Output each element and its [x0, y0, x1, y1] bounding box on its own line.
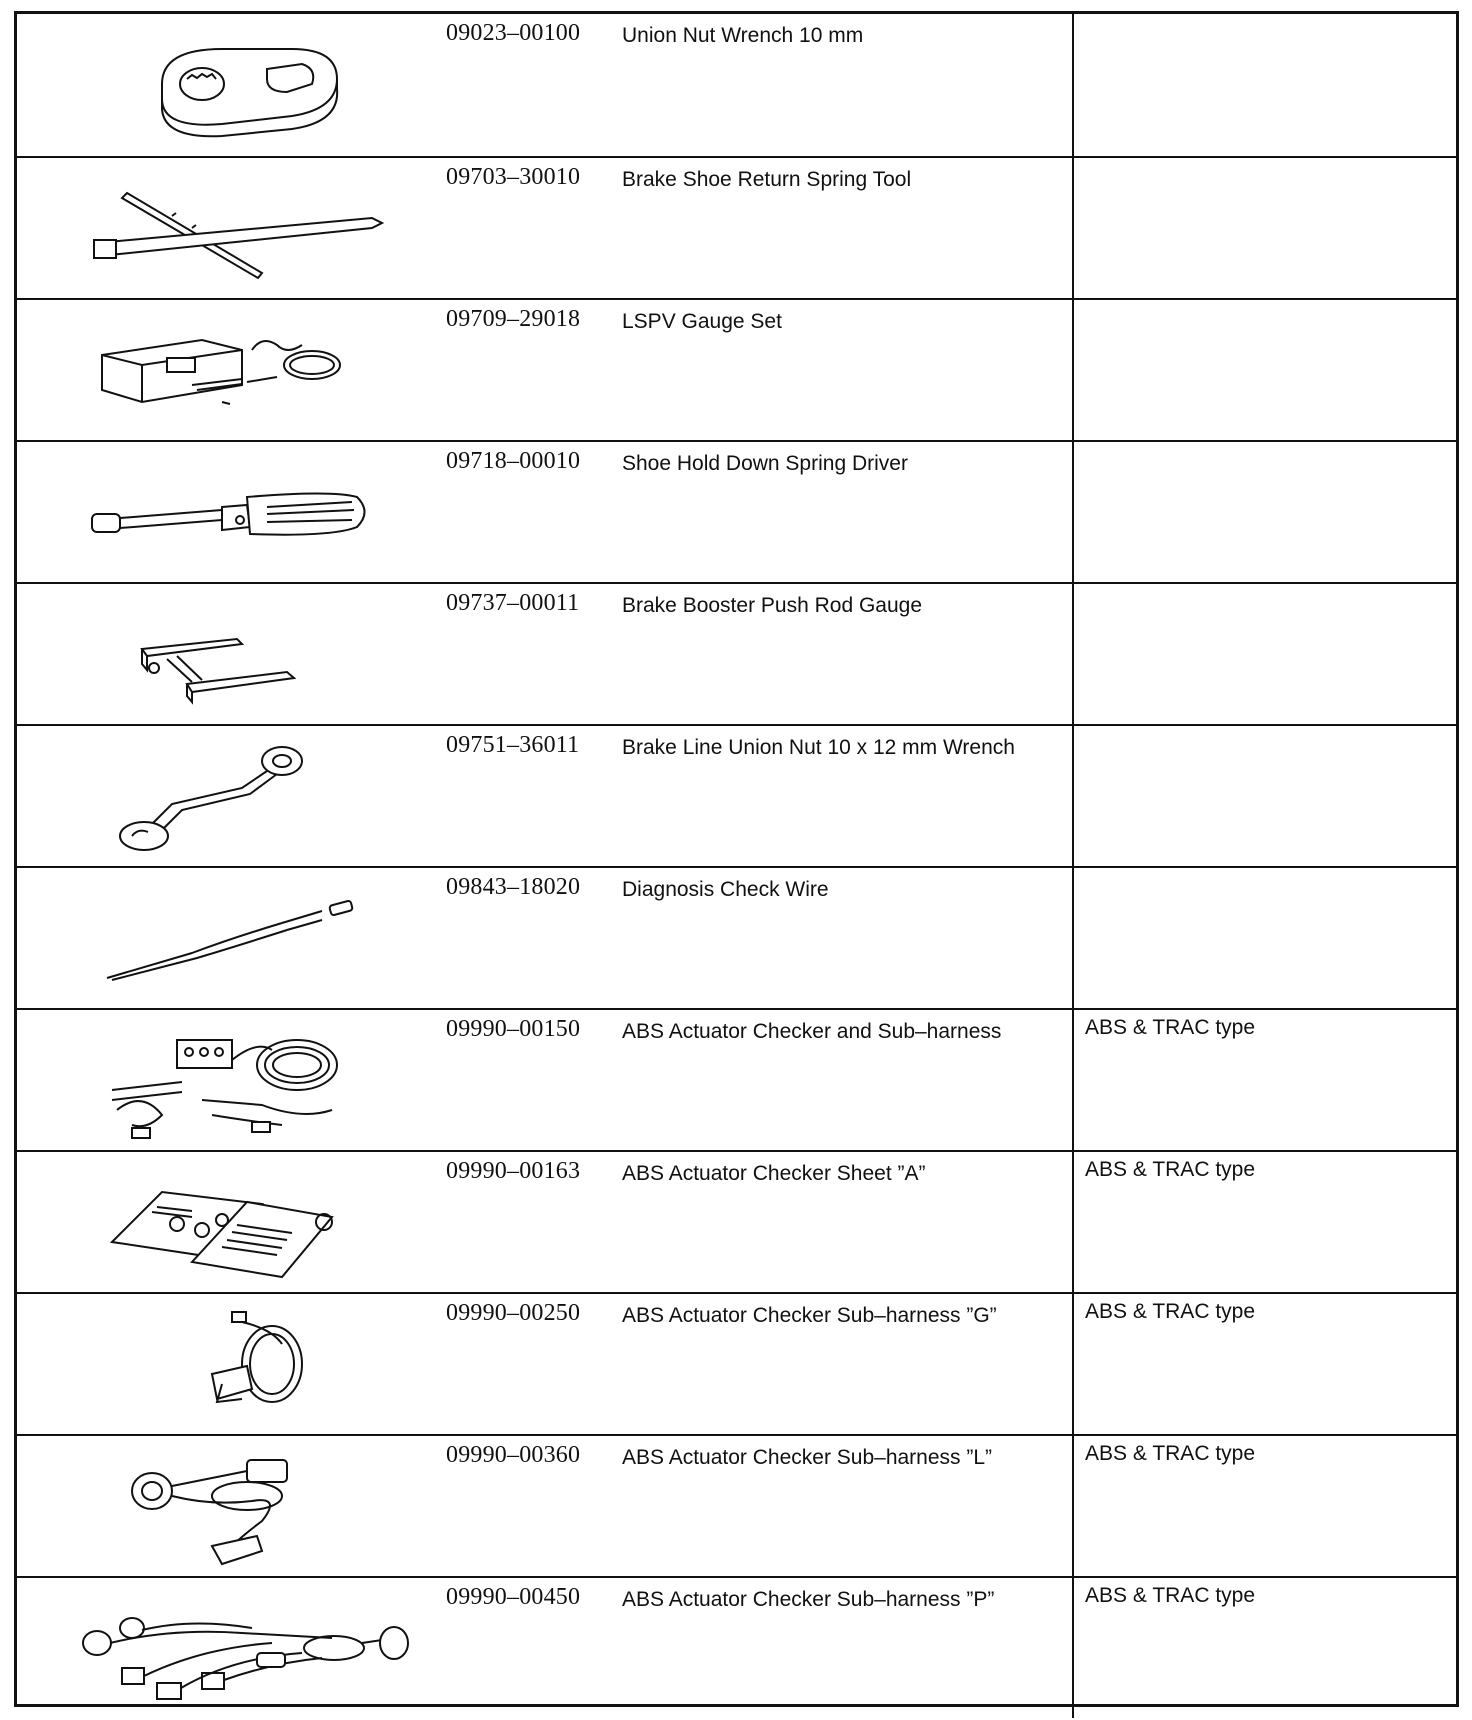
column-divider	[1072, 1294, 1074, 1434]
part-number: 09023–00100	[446, 20, 581, 46]
table-row	[17, 1150, 1456, 1292]
column-divider	[1072, 584, 1074, 724]
column-divider	[1072, 300, 1074, 440]
table-row	[17, 1434, 1456, 1576]
screwdriver-icon	[72, 452, 412, 574]
column-divider	[1072, 14, 1074, 156]
part-number: 09703–30010	[446, 164, 581, 190]
applicability-note: ABS & TRAC type	[1085, 1584, 1256, 1607]
table-row	[17, 14, 1456, 156]
special-tools-table	[14, 11, 1459, 1707]
part-number: 09709–29018	[446, 306, 581, 332]
checker-harness-icon	[72, 1020, 412, 1142]
part-number: 09718–00010	[446, 448, 581, 474]
sub-harness-p-icon	[72, 1588, 412, 1710]
spring-tool-icon	[72, 168, 412, 290]
part-number: 09737–00011	[446, 590, 580, 616]
column-divider	[1072, 868, 1074, 1008]
table-row	[17, 866, 1456, 1008]
tool-description: ABS Actuator Checker Sub–harness ”G”	[622, 1304, 997, 1327]
tool-description: Diagnosis Check Wire	[622, 878, 829, 901]
table-row	[17, 724, 1456, 866]
check-wire-icon	[72, 878, 412, 1000]
table-row	[17, 1576, 1456, 1718]
checker-sheet-icon	[72, 1162, 412, 1284]
sub-harness-g-icon	[72, 1304, 412, 1426]
offset-wrench-icon	[72, 736, 412, 858]
part-number: 09990–00163	[446, 1158, 581, 1184]
table-row	[17, 440, 1456, 582]
table-row	[17, 1008, 1456, 1150]
column-divider	[1072, 1436, 1074, 1576]
applicability-note: ABS & TRAC type	[1085, 1016, 1256, 1039]
table-row	[17, 582, 1456, 724]
tool-description: ABS Actuator Checker and Sub–harness	[622, 1020, 1002, 1043]
column-divider	[1072, 726, 1074, 866]
column-divider	[1072, 1578, 1074, 1718]
column-divider	[1072, 158, 1074, 298]
gauge-set-icon	[72, 310, 412, 432]
tool-description: Shoe Hold Down Spring Driver	[622, 452, 908, 475]
tool-description: ABS Actuator Checker Sub–harness ”L”	[622, 1446, 993, 1469]
tool-description: Union Nut Wrench 10 mm	[622, 24, 864, 47]
tool-description: Brake Shoe Return Spring Tool	[622, 168, 912, 191]
table-row	[17, 1292, 1456, 1434]
applicability-note: ABS & TRAC type	[1085, 1300, 1256, 1323]
part-number: 09843–18020	[446, 874, 581, 900]
applicability-note: ABS & TRAC type	[1085, 1442, 1256, 1465]
tool-description: LSPV Gauge Set	[622, 310, 782, 333]
part-number: 09990–00250	[446, 1300, 581, 1326]
applicability-note: ABS & TRAC type	[1085, 1158, 1256, 1181]
part-number: 09990–00150	[446, 1016, 581, 1042]
tool-description: Brake Booster Push Rod Gauge	[622, 594, 923, 617]
tool-description: ABS Actuator Checker Sheet ”A”	[622, 1162, 926, 1185]
push-rod-gauge-icon	[72, 594, 412, 716]
tool-description: ABS Actuator Checker Sub–harness ”P”	[622, 1588, 995, 1611]
column-divider	[1072, 442, 1074, 582]
part-number: 09751–36011	[446, 732, 580, 758]
part-number: 09990–00450	[446, 1584, 581, 1610]
column-divider	[1072, 1152, 1074, 1292]
table-row	[17, 298, 1456, 440]
tool-description: Brake Line Union Nut 10 x 12 mm Wrench	[622, 736, 1015, 759]
part-number: 09990–00360	[446, 1442, 581, 1468]
sub-harness-l-icon	[72, 1446, 412, 1568]
table-row	[17, 156, 1456, 298]
column-divider	[1072, 1010, 1074, 1150]
union-nut-wrench-icon	[72, 24, 412, 146]
